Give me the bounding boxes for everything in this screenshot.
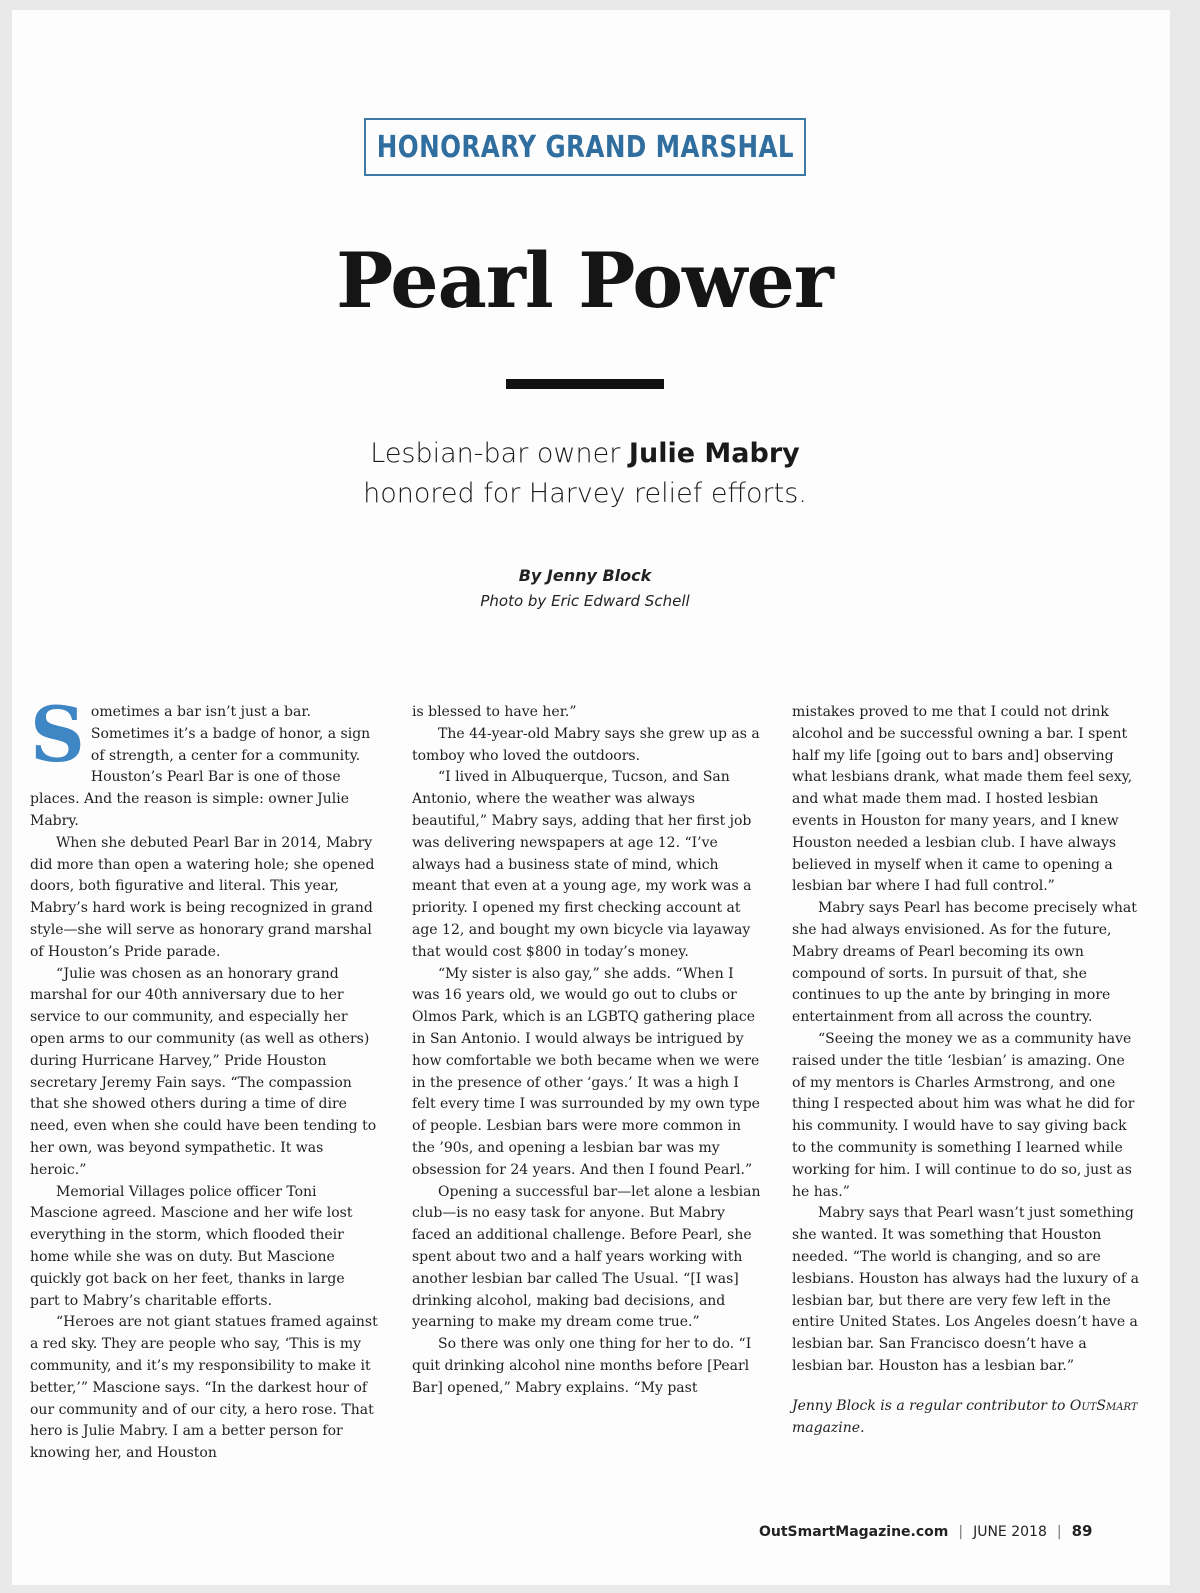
paragraph: “Seeing the money we as a community have raised under the title ‘lesbian’ is amazing. One of my mentors is Charles Armstrong, and one thing I respected about him was what he did for his community. I would have to say giving back to the community is something I learned while working for him. I will continue to do so, just as he has.” xyxy=(792,1030,1135,1200)
photo-credit: Photo by Eric Edward Schell xyxy=(480,592,690,610)
footer-separator: | xyxy=(958,1524,964,1540)
paragraph: The 44-year-old Mabry says she grew up as a tomboy who loved the outdoors. xyxy=(412,725,760,764)
deck xyxy=(312,434,858,514)
footer-site: OutSmartMagazine.com xyxy=(759,1524,949,1540)
paragraph: mistakes proved to me that I could not drink alcohol and be successful owning a bar. I spent half my life [going out to bars and] observing what lesbians drank, what made them feel sexy, and what made them mad. I hosted lesbian events in Houston for many years, and I knew Houston needed a lesbian club. I have always believed in myself when it came to opening a lesbian bar where I had full control.” xyxy=(792,704,1133,895)
article-column-2 xyxy=(412,702,764,1400)
headline-rule xyxy=(506,379,664,389)
paragraph: Mabry says that Pearl wasn’t just something she wanted. It was something that Houston needed. “The world is changing, and so are lesbians. Houston has always had the luxury of a lesbian bar, but there are very few left in the entire United States. Los Angeles doesn’t have a lesbian bar. San Francisco doesn’t have a lesbian bar. Houston has a lesbian bar.” xyxy=(792,1205,1139,1374)
paragraph xyxy=(30,690,378,833)
tagline-post: magazine. xyxy=(792,1419,865,1436)
page-footer xyxy=(759,1522,1139,1540)
author-tagline xyxy=(792,1396,1140,1440)
magazine-page xyxy=(12,10,1170,1585)
page-number: 89 xyxy=(1071,1522,1093,1540)
deck-post: honored for Harvey relief efforts. xyxy=(363,478,807,509)
paragraph: Opening a successful bar—let alone a lesbian club—is no easy task for anyone. But Mabry faced an additional challenge. Before Pearl, she spent about two and a half years working with another lesbian bar called The Usual. “[I was] drinking alcohol, making bad decisions, and yearning to make my dream come true.” xyxy=(412,1183,761,1331)
tagline-pre: Jenny Block is a regular contributor to xyxy=(792,1397,1070,1414)
paragraph: “I lived in Albuquerque, Tucson, and San Antonio, where the weather was always beautiful,” Mabry says, adding that her first job was delivering newspapers at age 12. “I’ve always had a business state of mind, which meant that even at a young age, my work was a priority. I opened my first checking account at age 12, and bought my own bicycle via layaway that would cost $800 in today’s money. xyxy=(412,769,752,960)
section-label-box xyxy=(364,118,806,176)
paragraph: So there was only one thing for her to do. “I quit drinking alcohol nine months before [Pearl Bar] opened,” Mabry explains. “My past xyxy=(412,1336,752,1396)
paragraph: “My sister is also gay,” she adds. “When I was 16 years old, we would go out to clubs or Olmos Park, which is an LGBTQ gathering place in San Antonio. I would always be intrigued by how comfortable we both became when we were in the presence of other ‘gays.’ It was a high I felt every time I was surrounded by my own type of people. Lesbian bars were more common in the ’90s, and opening a lesbian bar was my obsession for 24 years. And then I found Pearl.” xyxy=(412,965,760,1178)
paragraph: When she debuted Pearl Bar in 2014, Mabry did more than open a watering hole; she opened doors, both figurative and literal. This year, Mabry’s hard work is being recognized in grand style—she will serve as honorary grand marshal of Houston’s Pride parade. xyxy=(30,834,375,960)
footer-issue: JUNE 2018 xyxy=(973,1524,1047,1540)
section-label: HONORARY GRAND MARSHAL xyxy=(376,129,794,165)
deck-name: Julie Mabry xyxy=(628,438,800,469)
paragraph: is blessed to have her.” xyxy=(412,704,577,720)
drop-cap: S xyxy=(30,690,85,779)
byline: By Jenny Block xyxy=(518,566,652,585)
paragraph: Mabry says Pearl has become precisely what she had always envisioned. As for the future, Mabry dreams of Pearl becoming its own compound of sorts. In pursuit of that, she continues to up the ante by bringing in more entertainment from all across the country. xyxy=(792,900,1137,1026)
headline: Pearl Power xyxy=(336,236,833,325)
article-column-3 xyxy=(792,702,1140,1439)
paragraph: “Heroes are not giant statues framed against a red sky. They are people who say, ‘This is my community, and it’s my responsibility to make it better,’” Mascione says. “In the darkest hour of our community and of our city, a hero rose. That hero is Julie Mabry. I am a better person for knowing her, and Houston xyxy=(30,1314,378,1462)
paragraph: “Julie was chosen as an honorary grand marshal for our 40th anniversary due to her service to our community, and especially her open arms to our community (as well as others) during Hurricane Harvey,” Pride Houston secretary Jeremy Fain says. “The compassion that she showed others during a time of dire need, even when she could have been tending to her own, was beyond sympathetic. It was heroic.” xyxy=(30,965,377,1178)
paragraph-text: ometimes a bar isn’t just a bar. Sometimes it’s a badge of honor, a sign of strength, a center for a community. Houston’s Pearl Bar is one of those places. And the reason is simple: owner Julie Mabry. xyxy=(30,704,371,829)
paragraph: Memorial Villages police officer Toni Mascione agreed. Mascione and her wife lost everything in the storm, which flooded their home while she was on duty. But Mascione quickly got back on her feet, thanks in large part to Mabry’s charitable efforts. xyxy=(30,1183,353,1309)
deck-pre: Lesbian-bar owner xyxy=(370,438,629,469)
tagline-magazine: OutSmart xyxy=(1069,1397,1138,1414)
footer-separator: | xyxy=(1056,1524,1062,1540)
article-column-1 xyxy=(30,690,378,1465)
